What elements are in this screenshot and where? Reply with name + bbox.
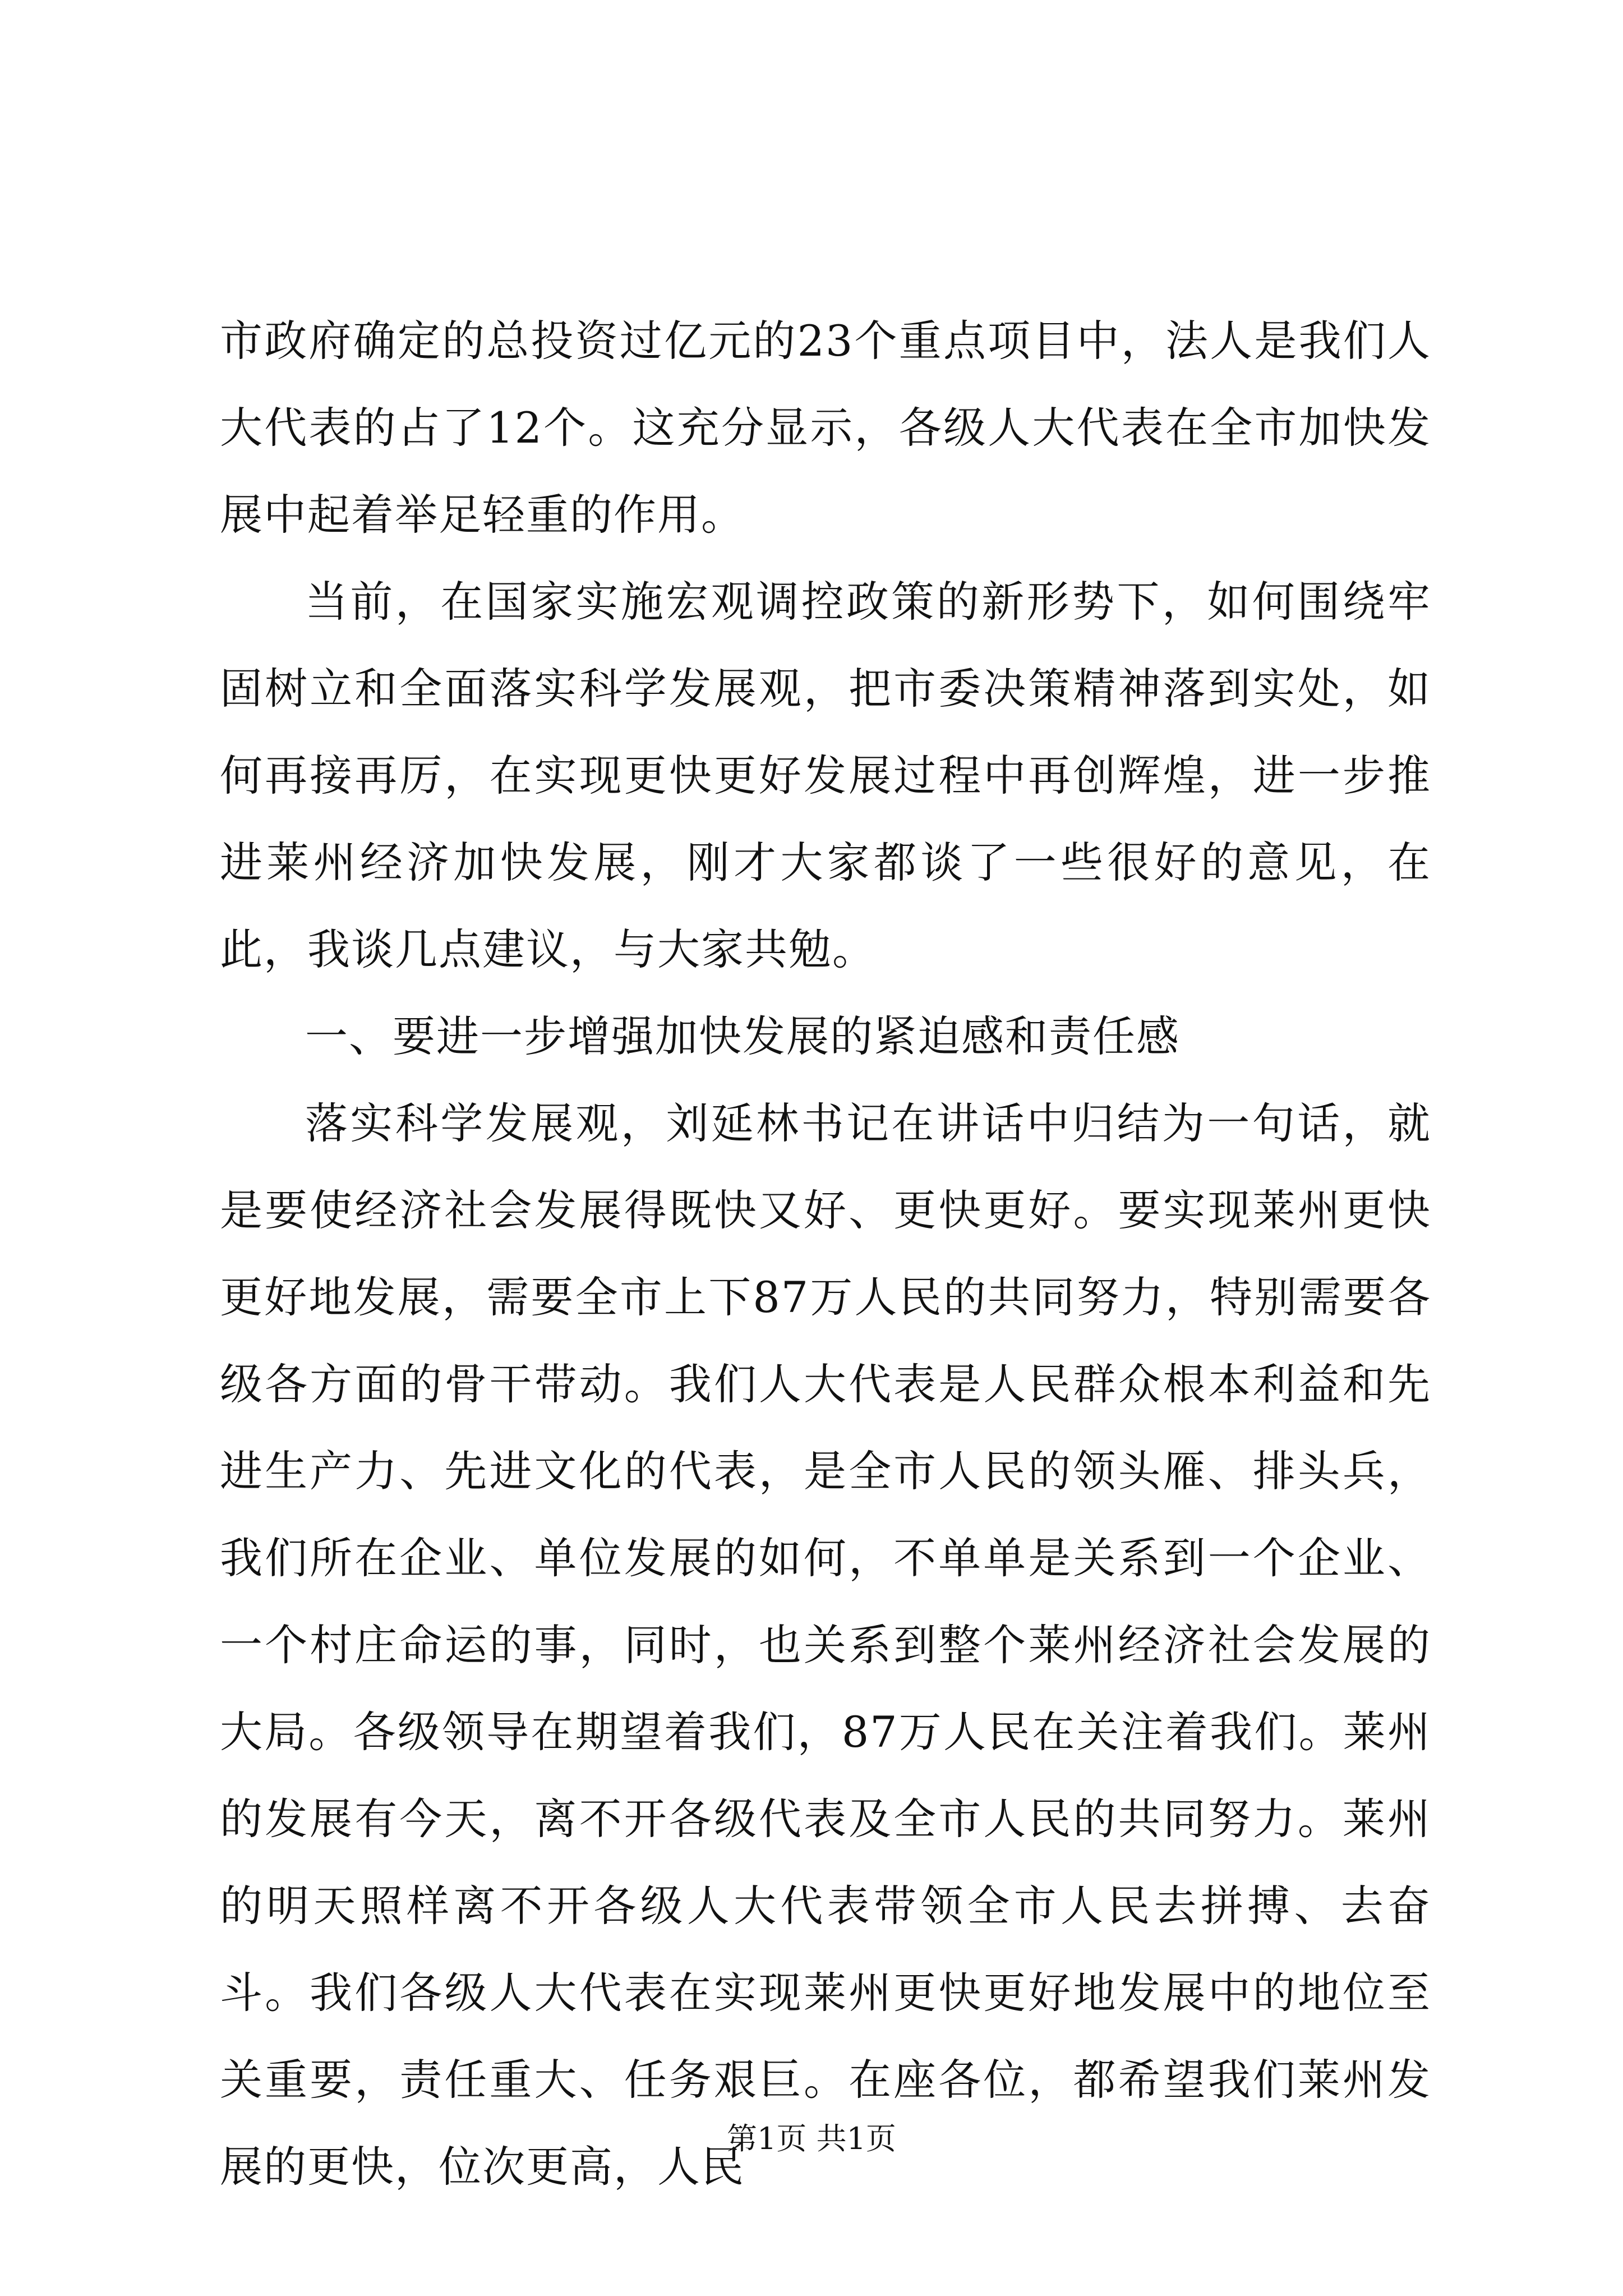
document-body — [220, 297, 1431, 2210]
paragraph-continued: 市政府确定的总投资过亿元的23个重点项目中，法人是我们人大代表的占了12个。这充分显示，各级人大代表在全市加快发展中起着举足轻重的作用。 — [220, 316, 1431, 540]
paragraph-scientific-development: 落实科学发展观，刘延林书记在讲话中归结为一句话，就是要使经济社会发展得既快又好、更快更好。要实现莱州更快更好地发展，需要全市上下87万人民的共同努力，特别需要各级各方面的骨干带动。我们人大代表是人民群众根本利益和先进生产力、先进文化的代表，是全市人民的领头雁、排头兵，我们所在企业、单位发展的如何，不单单是关系到一个企业、一个村庄命运的事，同时，也关系到整个莱州经济社会发展的大局。各级领导在期望着我们，87万人民在关注着我们。莱州的发展有今天，离不开各级代表及全市人民的共同努力。莱州的明天照样离不开各级人大代表带领全市人民去拼搏、去奋斗。我们各级人大代表在实现莱州更快更好地发展中的地位至关重要，责任重大、任务艰巨。在座各位，都希望我们莱州发展的更快，位次更高，人民 — [220, 1098, 1431, 2192]
section-heading: 一、要进一步增强加快发展的紧迫感和责任感 — [305, 1011, 1180, 1061]
page-footer: 第1页 共1页 — [727, 2121, 896, 2156]
paragraph-current-situation: 当前，在国家实施宏观调控政策的新形势下，如何围绕牢固树立和全面落实科学发展观，把市委决策精神落到实处，如何再接再厉，在实现更快更好发展过程中再创辉煌，进一步推进莱州经济加快发展，刚才大家都谈了一些很好的意见，在此，我谈几点建议，与大家共勉。 — [220, 577, 1431, 974]
